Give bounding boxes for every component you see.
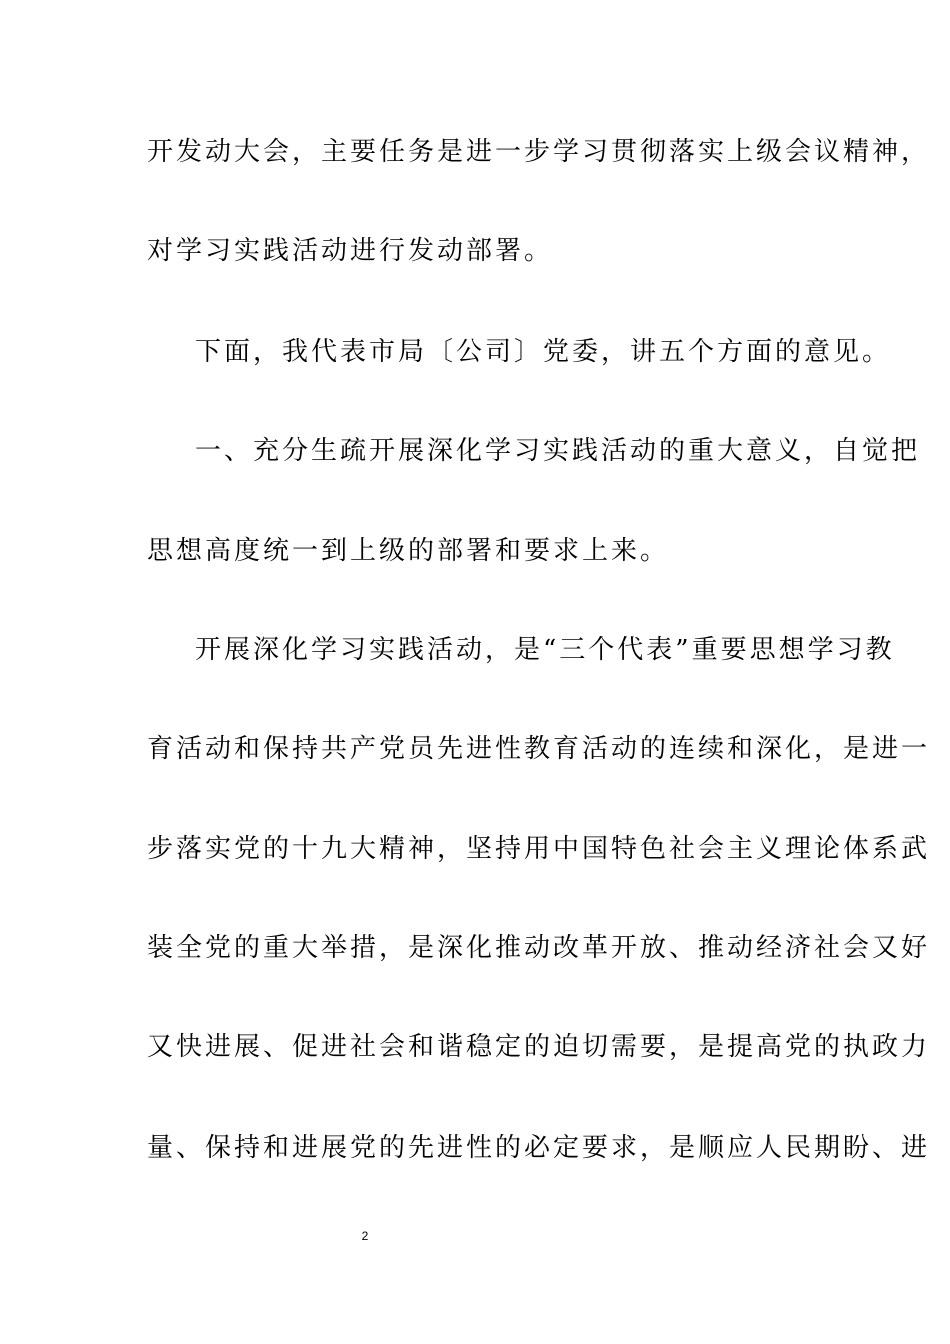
text-line-1: 开发动大会，主要任务是进一步学习贯彻落实上级会议精神， <box>147 137 931 167</box>
text-line-6: 开展深化学习实践活动，是“三个代表”重要思想学习教 <box>195 635 895 665</box>
section-heading-line-1: 一、充分生疏开展深化学习实践活动的重大意义，自觉把 <box>195 436 921 466</box>
text-line-2: 对学习实践活动进行发动部署。 <box>147 236 554 266</box>
text-line-7: 育活动和保持共产党员先进性教育活动的连续和深化，是进一 <box>147 734 931 764</box>
text-line-11: 量、保持和进展党的先进性的必定要求，是顺应人民期盼、进 <box>147 1133 931 1163</box>
page-number: 2 <box>361 1229 369 1243</box>
text-line-10: 又快进展、促进社会和谐稳定的迫切需要，是提高党的执政力 <box>147 1032 931 1062</box>
text-line-9: 装全党的重大举措，是深化推动改革开放、推动经济社会又好 <box>147 933 931 963</box>
text-line-3: 下面，我代表市局〔公司〕党委，讲五个方面的意见。 <box>195 337 892 367</box>
section-heading-line-2: 思想高度统一到上级的部署和要求上来。 <box>147 536 670 566</box>
text-line-8: 步落实党的十九大精神，坚持用中国特色社会主义理论体系武 <box>147 834 931 864</box>
